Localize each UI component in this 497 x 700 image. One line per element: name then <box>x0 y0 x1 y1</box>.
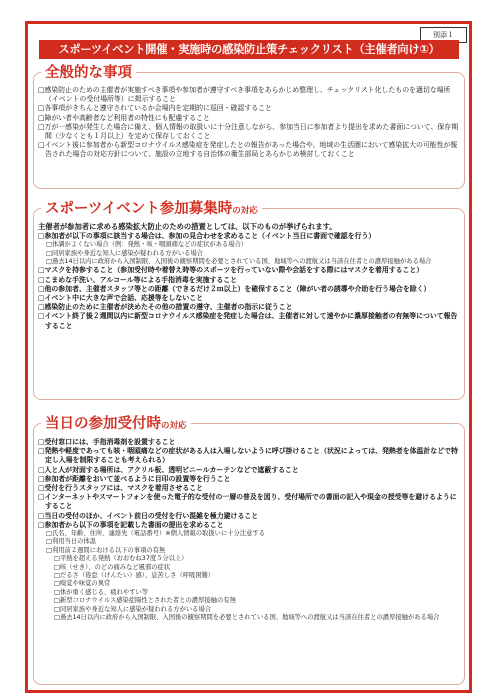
check-item: □イベント後に参加者から新型コロナウイルス感染症を発症したとの報告があった場合や、地域の生活圏において感染拡大の可能性が報告された場合の対応方針について、施設の立地する自治体の衛生部局とあらかじめ検討しておくこと <box>38 141 458 159</box>
check-item: □各事項がきちんと遵守されているか会場内を定期的に巡回・確認すること <box>38 104 272 113</box>
check-item: □参加者が距離をおいて並べるように目印の設置等を行うこと <box>38 474 231 483</box>
annex-label: 別添１ <box>420 27 467 43</box>
sub-item: □利用前２週間における以下の事項の有無 <box>46 546 166 554</box>
sub-sub-item: □だるさ（倦怠（けんたい）感）、息苦しさ（呼吸困難） <box>54 572 215 580</box>
check-item: □発熱や軽度であっても咳・咽頭痛などの症状がある人は入場しないように呼び掛けること（状況によっては、発熱者を体温計などで特定し入場を制限することも考えられる） <box>38 447 458 465</box>
section-general-body <box>38 86 463 160</box>
check-item: □他の参加者、主催者スタッフ等との距離（できるだけ２ｍ以上）を確保すること（障がい者の誘導や介助を行う場合を除く） <box>38 284 431 293</box>
sub-sub-item: □咳（せき）、のどの痛みなど風邪の症状 <box>54 563 171 571</box>
sub-item: □利用当日の体温 <box>46 538 97 546</box>
check-item: □人と人が対面する場所は、アクリル板、透明ビニールカーテンなどで遮蔽すること <box>38 465 299 474</box>
sub-sub-item: □嗅覚や味覚の異常 <box>54 580 111 588</box>
check-item: □参加者が以下の事項に該当する場合は、参加の見合わせを求めること（イベント当日に書面で確認を行う） <box>38 232 376 240</box>
sub-item: □同居家族や身近な知人に感染が疑われる方がいる場合 <box>46 249 204 257</box>
section-recruitment-heading: スポーツイベント参加募集時の対応 <box>41 200 262 218</box>
section-intro: 主催者が参加者に求める感染拡大防止のための措置としては、以下のものが挙げられます。 <box>38 222 337 231</box>
check-item: □障がい者や高齢者など利用者の特性にも配慮すること <box>38 113 210 122</box>
sub-sub-item: □同居家族や身近な知人に感染が疑われる方がいる場合 <box>54 605 212 613</box>
sub-sub-item: □体が重く感じる、疲れやすい等 <box>54 588 149 596</box>
page-title: スポーツイベント開催・実施時の感染防止策チェックリスト（主催者向け①） <box>39 40 459 59</box>
sub-sub-item: □新型コロナウイルス感染症陽性とされた者との濃厚接触の有無 <box>54 597 236 605</box>
section-reception-body <box>38 438 463 623</box>
check-item: □マスクを持参すること（参加受付時や着替え時等のスポーツを行っていない際や会話をする際にはマスクを着用すること） <box>38 266 424 275</box>
check-item: □受付窓口には、手指消毒剤を設置すること <box>38 438 176 446</box>
sub-item: □氏名、年齢、住所、連絡先（電話番号）※個人情報の取扱いに十分注意する <box>46 530 266 538</box>
section-recruitment-body <box>38 222 463 331</box>
sub-sub-item: □過去14日以内に政府から入国制限、入国後の観察期間を必要とされている国、地域等への渡航又は当該在住者との濃厚接触がある場合 <box>54 614 440 622</box>
check-item: □感染防止のために主催者が決めたその他の措置の遵守、主催者の指示に従うこと <box>38 303 293 312</box>
sub-sub-item: □平熱を超える発熱（おおむね37度５分以上） <box>54 555 188 563</box>
sub-item: □過去14日以内に政府から入国制限、入国後の観察期間を必要とされている国、地域等への渡航又は当該在住者との濃厚接触がある場合 <box>46 258 432 266</box>
check-item: □イベント終了後２週間以内に新型コロナウイルス感染症を発症した場合は、主催者に対して速やかに濃厚接触者の有無等について報告すること <box>38 312 458 330</box>
check-item: □受付を行うスタッフには、マスクを着用させること <box>38 484 203 493</box>
section-general-heading: 全般的な事項 <box>41 64 136 82</box>
check-item: □こまめな手洗い、アルコール等による手指消毒を実施すること <box>38 275 238 284</box>
check-item: □インターネットやスマートフォンを使った電子的な受付の一層の普及を図り、受付場所での書面の記入や現金の授受等を避けるようにすること <box>38 493 457 511</box>
check-item: □感染防止のための主催者が実施すべき事項や参加者が遵守すべき事項をあらかじめ整理し、チェックリスト化したものを適切な場所（イベントの受付場所等）に掲示すること <box>38 86 451 104</box>
check-item: □万が一感染が発生した場合に備え、個人情報の取扱いに十分注意しながら、参加当日に参加者より提出を求めた書面について、保存期間（少なくとも１月以上）を定めて保存しておくこと <box>38 122 459 141</box>
check-item: □当日の受付のほか、イベント前日の受付を行い混雑を極力避けること <box>38 511 259 520</box>
check-item: □イベント中に大きな声で会話、応援等をしないこと <box>38 294 203 303</box>
sub-item: □体調がよくない場合（例：発熱・咳・咽頭痛などの症状がある場合） <box>46 241 248 249</box>
check-item: □参加者から以下の事項を記載した書面の提出を求めること <box>38 520 224 529</box>
section-reception-heading: 当日の参加受付時の対応 <box>41 415 191 433</box>
